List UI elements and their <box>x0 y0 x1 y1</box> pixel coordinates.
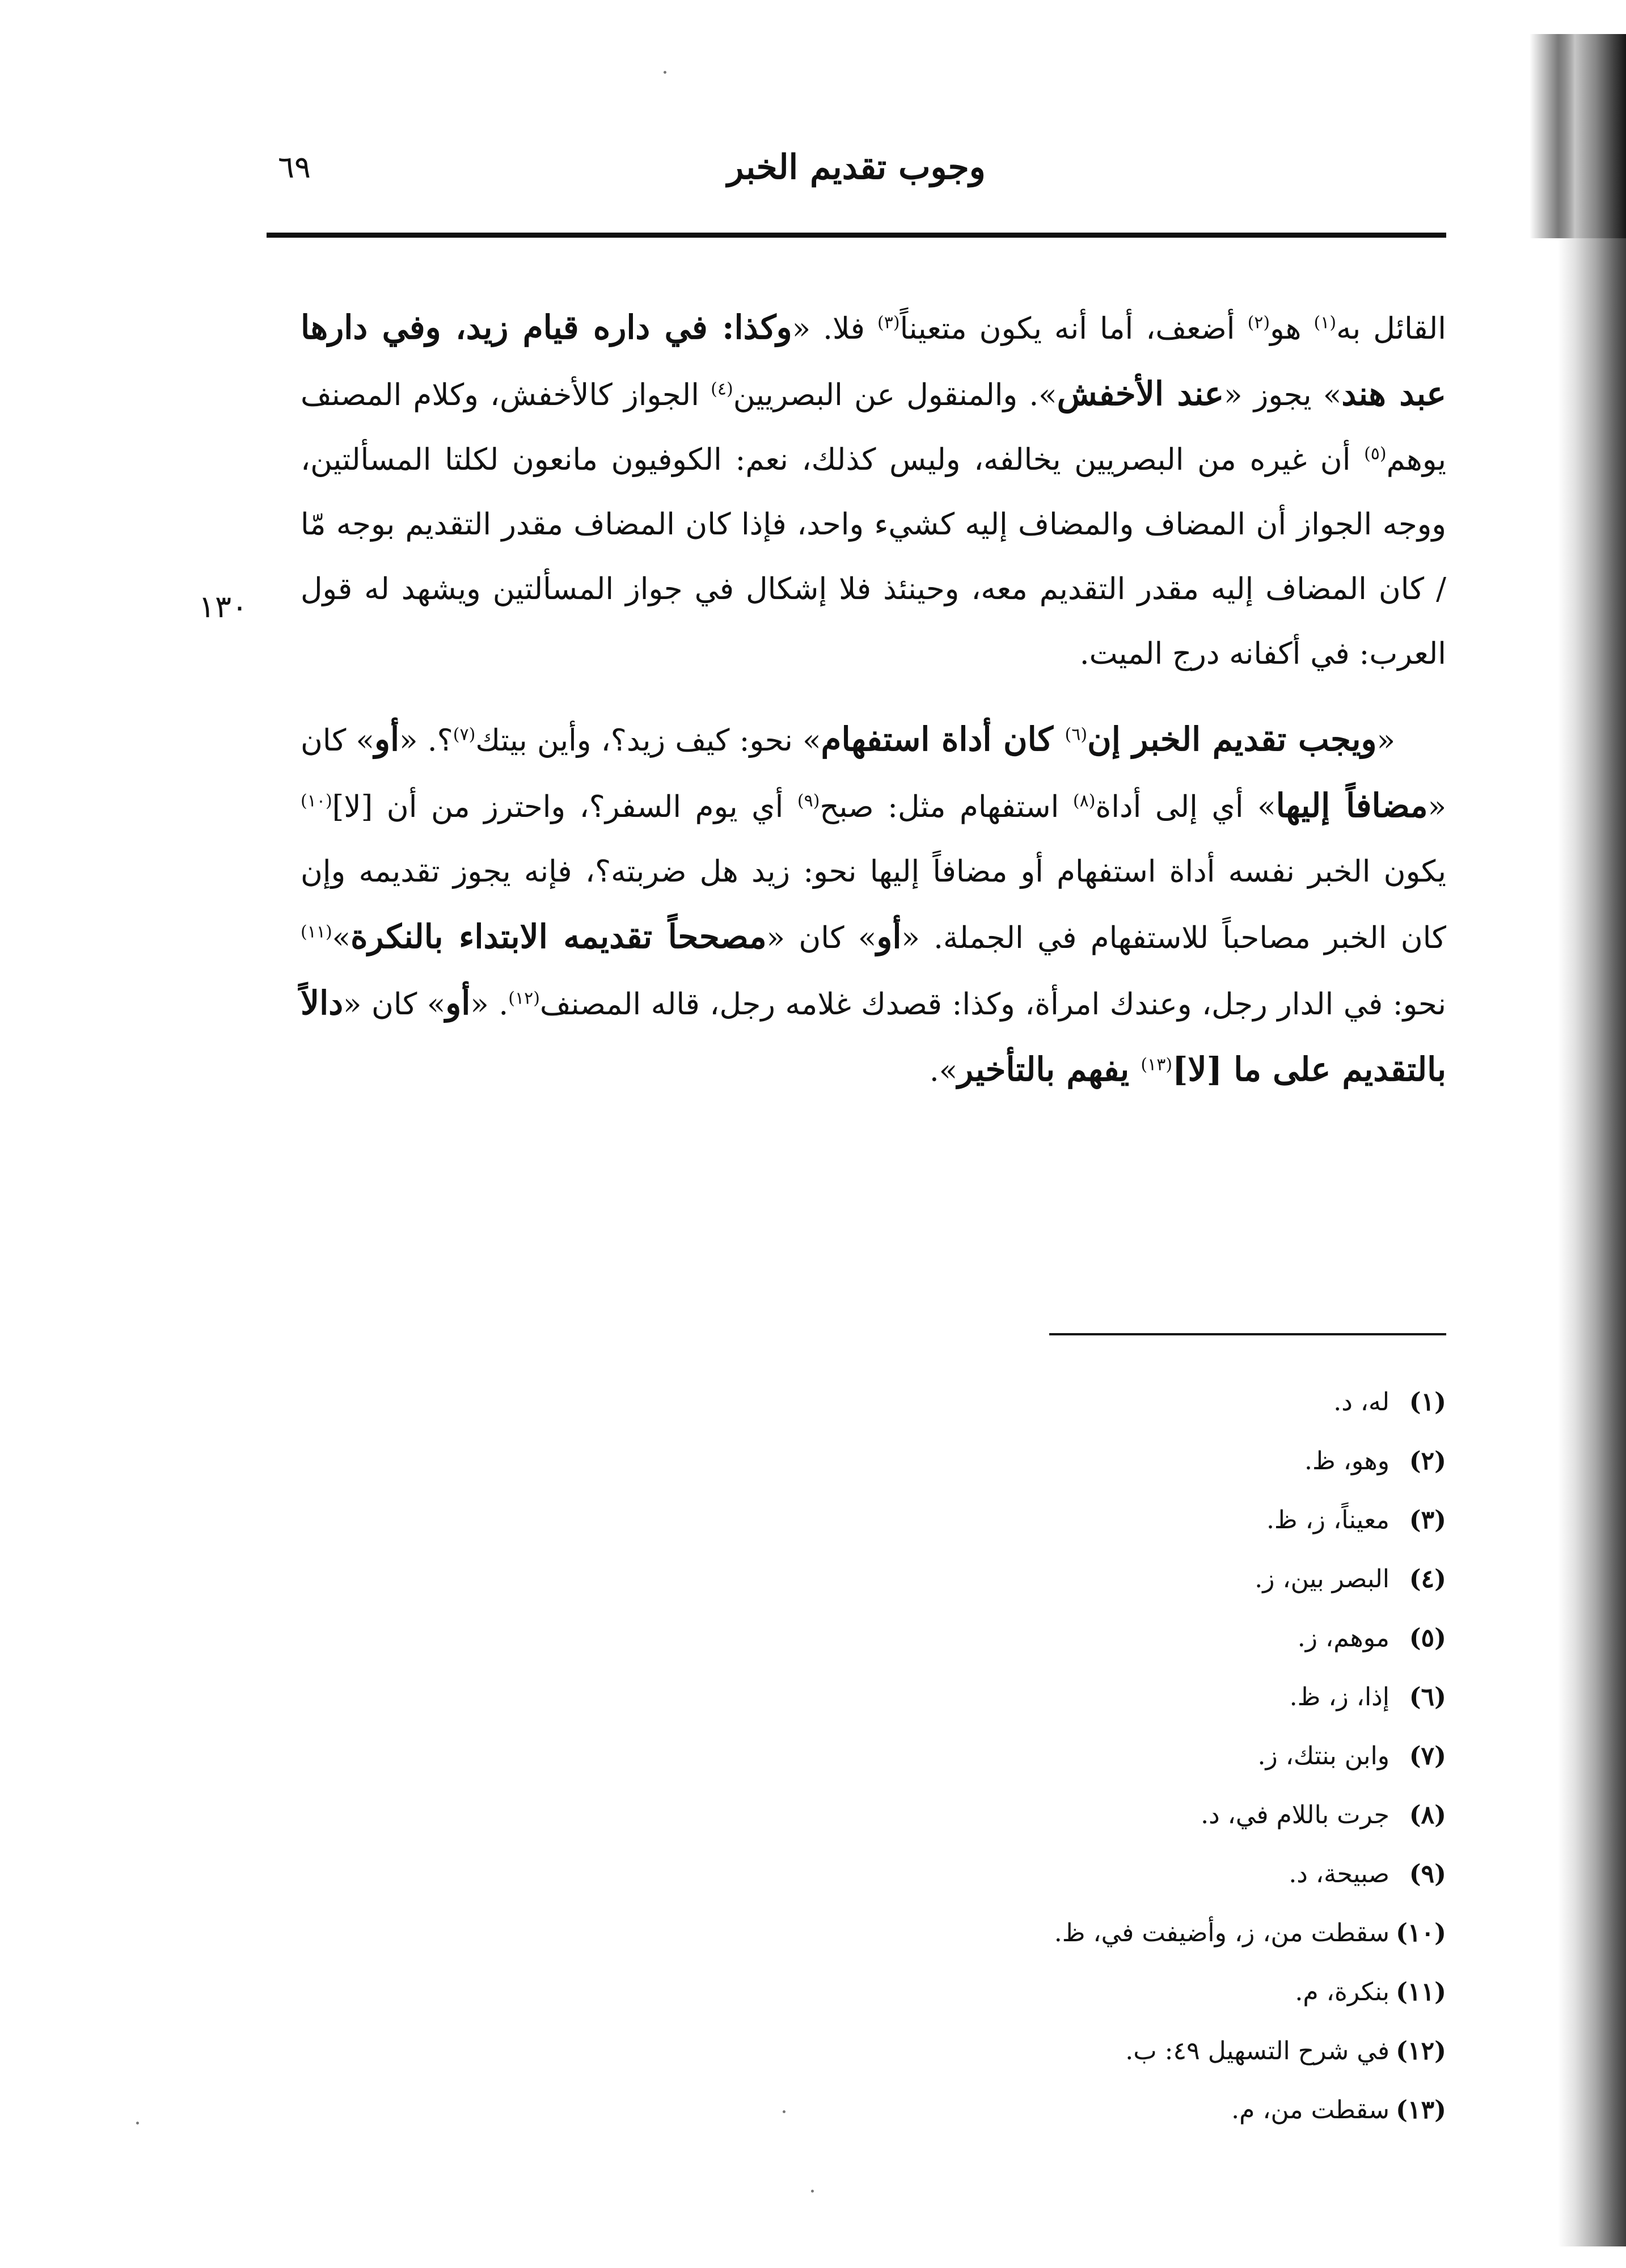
footnote-text: سقطت من، م. <box>1231 2096 1390 2124</box>
footnote-number: (٦) <box>1409 1683 1446 1711</box>
footnote-number: (٢) <box>1409 1447 1446 1476</box>
bold-matn: كان أداة استفهام <box>821 720 1065 758</box>
footnote-number: (٧) <box>1409 1742 1446 1770</box>
running-title: وجوب تقديم الخبر <box>727 147 986 187</box>
footnote-text: وابن بنتك، ز. <box>1257 1742 1390 1770</box>
footnote-text: البصر بين، ز. <box>1255 1565 1390 1593</box>
header-rule <box>267 233 1446 238</box>
footnote-number: (٤) <box>1409 1565 1446 1593</box>
footnote-text: وهو، ظ. <box>1304 1447 1390 1476</box>
footnote-text: معيناً، ز، ظ. <box>1266 1506 1390 1535</box>
footnote-rule <box>1049 1333 1446 1335</box>
footnote-text: صبيحة، د. <box>1289 1860 1390 1888</box>
footnote-item <box>681 1845 1446 1904</box>
footnote-item <box>681 1609 1446 1668</box>
footnote-number: (١) <box>1409 1388 1446 1417</box>
bold-matn: وكذا: في داره قيام زيد، وفي دارها عبد هند <box>301 308 1446 413</box>
footnote-item <box>681 1491 1446 1550</box>
footnote-number: (٩) <box>1409 1860 1446 1888</box>
footnote-number: (١٠) <box>1396 1919 1446 1947</box>
footnote-text: سقطت من، ز، وأضيفت في، ظ. <box>1054 1919 1390 1947</box>
footnote-item <box>681 1432 1446 1491</box>
bold-matn: أو <box>374 720 400 758</box>
margin-folio-marker: ١٣٠ <box>199 589 248 625</box>
footnote-number: (١٣) <box>1396 2096 1446 2124</box>
footnote-ref: (٢) <box>1247 313 1270 333</box>
footnote-ref: (٣) <box>877 313 900 333</box>
scan-speck <box>136 2122 139 2124</box>
footnote-text: له، د. <box>1333 1388 1390 1417</box>
bold-matn: عند الأخفش <box>1057 374 1224 413</box>
scan-speck <box>664 71 666 74</box>
footnote-ref: (٩) <box>797 791 820 811</box>
footnote-item <box>681 1373 1446 1432</box>
main-text <box>301 295 1446 1103</box>
footnote-item <box>681 1668 1446 1727</box>
scan-edge-shadow <box>1558 34 1626 2246</box>
footnote-number: (٣) <box>1409 1506 1446 1535</box>
footnote-text: موهم، ز. <box>1297 1624 1390 1652</box>
bold-matn: دالاً بالتقديم على ما [لا] <box>301 984 1446 1089</box>
footnote-text: بنكرة، م. <box>1295 1978 1390 2006</box>
bold-matn: مصححاً تقديمه الابتداء بالنكرة <box>350 917 767 956</box>
bold-matn: ويجب تقديم الخبر إن <box>1087 720 1377 758</box>
footnote-number: (٨) <box>1409 1801 1446 1829</box>
page-number: ٦٩ <box>278 149 311 185</box>
bold-matn: يفهم بالتأخير <box>957 1050 1141 1089</box>
footnote-item <box>681 1550 1446 1609</box>
paragraph-1: القائل به$^{(١)}$ هو$^{(٢)}$ أضعف، أما أنه يكون متعيناً$^{(٣)}$ فلا. «وكذا: في داره قيام زيد، وفي دارها عبد هند» يجوز «عند الأخفش». والمنقول عن البصريين$^{(٤)}$ الجواز كالأخفش، وكلام المصنف يوهم$^{(٥)}$ أن غيره من البصريين يخالفه، وليس كذلك، نعم: الكوفيون مانعون لكلتا المسألتين، ووجه الجواز أن المضاف والمضاف إليه كشيء واحد، فإذا كان المضاف مقدر التقديم بوجه مّا / كان المضاف إليه مقدر التقديم معه، وحينئذ فلا إشكال في جواز المسألتين ويشهد له قول العرب: في أكفانه درج الميت. <box>301 308 1446 671</box>
footnote-ref: (١٠) <box>301 791 332 811</box>
bold-matn: مضافاً إليها <box>1276 786 1428 825</box>
footnote-item <box>681 1963 1446 2022</box>
footnote-ref: (١٢) <box>508 988 540 1009</box>
footnote-number: (١١) <box>1396 1978 1446 2006</box>
footnote-item <box>681 1786 1446 1845</box>
footnote-text: إذا، ز، ظ. <box>1289 1683 1390 1711</box>
footnote-item <box>681 2081 1446 2140</box>
footnote-ref: (٤) <box>711 379 733 399</box>
footnote-item <box>681 1727 1446 1786</box>
bold-matn: أو <box>445 984 471 1022</box>
paragraph-2: «ويجب تقديم الخبر إن$^{(٦)}$ كان أداة استفهام» نحو: كيف زيد؟، وأين بيتك$^{(٧)}$؟. «أو» كان «مضافاً إليها» أي إلى أداة$^{(٨)}$ استفهام مثل: صبح$^{(٩)}$ أي يوم السفر؟، واحترز من أن [لا]$^{(١٠)}$ يكون الخبر نفسه أداة استفهام أو مضافاً إليها نحو: زيد هل ضربته؟، فإنه يجوز تقديمه وإن كان الخبر مصاحباً للاستفهام في الجملة. «أو» كان «مصححاً تقديمه الابتداء بالنكرة»$^{(١١)}$ نحو: في الدار رجل، وعندك امرأة، وكذا: قصدك غلامه رجل، قاله المصنف$^{(١٢)}$. «أو» كان «دالاً بالتقديم على ما [لا]$^{(١٣)}$ يفهم بالتأخير». <box>301 720 1447 1089</box>
scan-speck <box>783 2110 785 2113</box>
footnote-ref: (٦) <box>1065 724 1088 745</box>
scan-speck <box>811 2190 814 2193</box>
footnote-ref: (٧) <box>453 724 476 745</box>
footnote-ref: (١٣) <box>1141 1055 1173 1075</box>
footnote-item <box>681 1904 1446 1963</box>
footnote-ref: (٥) <box>1364 444 1387 464</box>
footnote-number: (١٢) <box>1396 2037 1446 2065</box>
bold-matn: أو <box>876 917 902 956</box>
footnotes <box>681 1373 1446 2140</box>
footnote-text: في شرح التسهيل ٤٩: ب. <box>1125 2037 1390 2065</box>
footnote-ref: (١) <box>1314 313 1337 333</box>
footnote-item <box>681 2022 1446 2081</box>
page-header <box>267 145 1446 207</box>
footnote-ref: (١١) <box>301 922 332 942</box>
footnote-number: (٥) <box>1409 1624 1446 1652</box>
footnote-text: جرت باللام في، د. <box>1201 1801 1390 1829</box>
footnote-ref: (٨) <box>1072 791 1096 811</box>
